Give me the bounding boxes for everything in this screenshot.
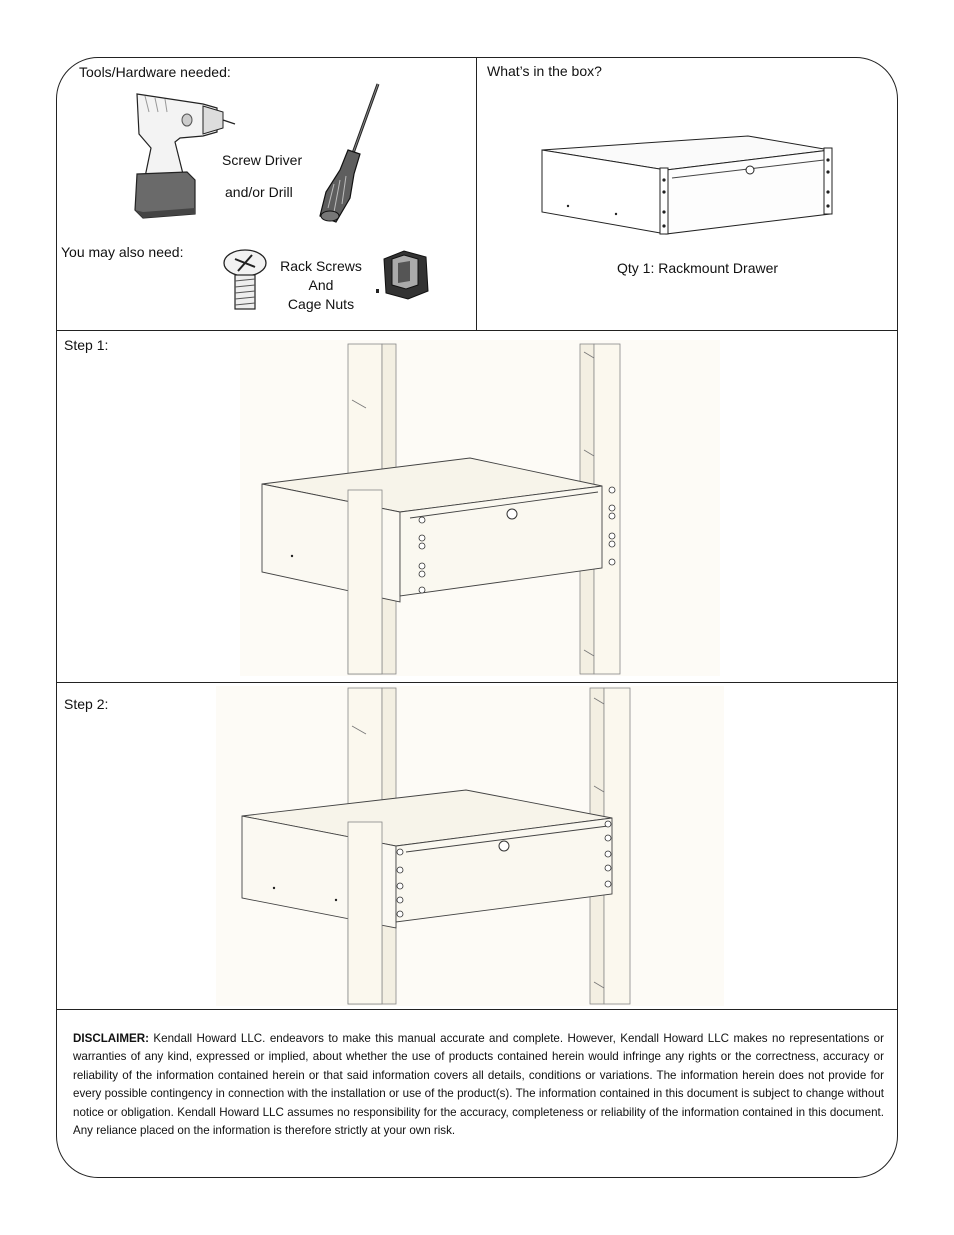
- disclaimer-text: Kendall Howard LLC. endeavors to make this manual accurate and complete. However, Kendall Howard LLC makes no representations or warranties of any kind, expressed or implied, about whether the use of products contained herein would infringe any rights or the correctness, accuracy or reliability of the information contained herein or that said information covers all details, conditions or variations. The information herein does not provide for every possible contingency in connection with the installation or use of the product(s). The information contained in this document is subject to change without notice or obligation. Kendall Howard LLC assumes no responsibility for the accuracy, completeness or reliability of the information contained in this document. Any reliance placed on the information is therefore strictly at your own risk.: [73, 1032, 884, 1138]
- rackmount-drawer-illustration: [538, 132, 838, 240]
- step-2-illustration: [216, 686, 724, 1006]
- step-1-label: Step 1:: [64, 337, 109, 353]
- tools-heading: Tools/Hardware needed:: [79, 64, 231, 80]
- divider-step-1: [56, 682, 898, 683]
- divider-vertical: [476, 57, 477, 330]
- tool-line-2: and/or Drill: [225, 184, 293, 200]
- cage-nut-icon: [374, 245, 436, 303]
- step-2-label: Step 2:: [64, 696, 109, 712]
- optional-heading: You may also need:: [61, 244, 184, 260]
- hardware-line-3: Cage Nuts: [287, 296, 355, 312]
- step-1-illustration: [240, 340, 720, 676]
- disclaimer: [73, 1030, 884, 1140]
- tool-line-1: Screw Driver: [222, 152, 303, 168]
- hardware-line-1: Rack Screws: [280, 258, 362, 274]
- box-caption: Qty 1: Rackmount Drawer: [617, 260, 779, 276]
- hardware-line-2: And: [308, 277, 334, 293]
- rack-screw-icon: [220, 245, 270, 315]
- box-heading: What’s in the box?: [487, 63, 602, 79]
- divider-step-2: [56, 1009, 898, 1010]
- divider-top-section: [56, 330, 898, 331]
- screwdriver-icon: [312, 80, 387, 225]
- disclaimer-lead: DISCLAIMER:: [73, 1032, 149, 1045]
